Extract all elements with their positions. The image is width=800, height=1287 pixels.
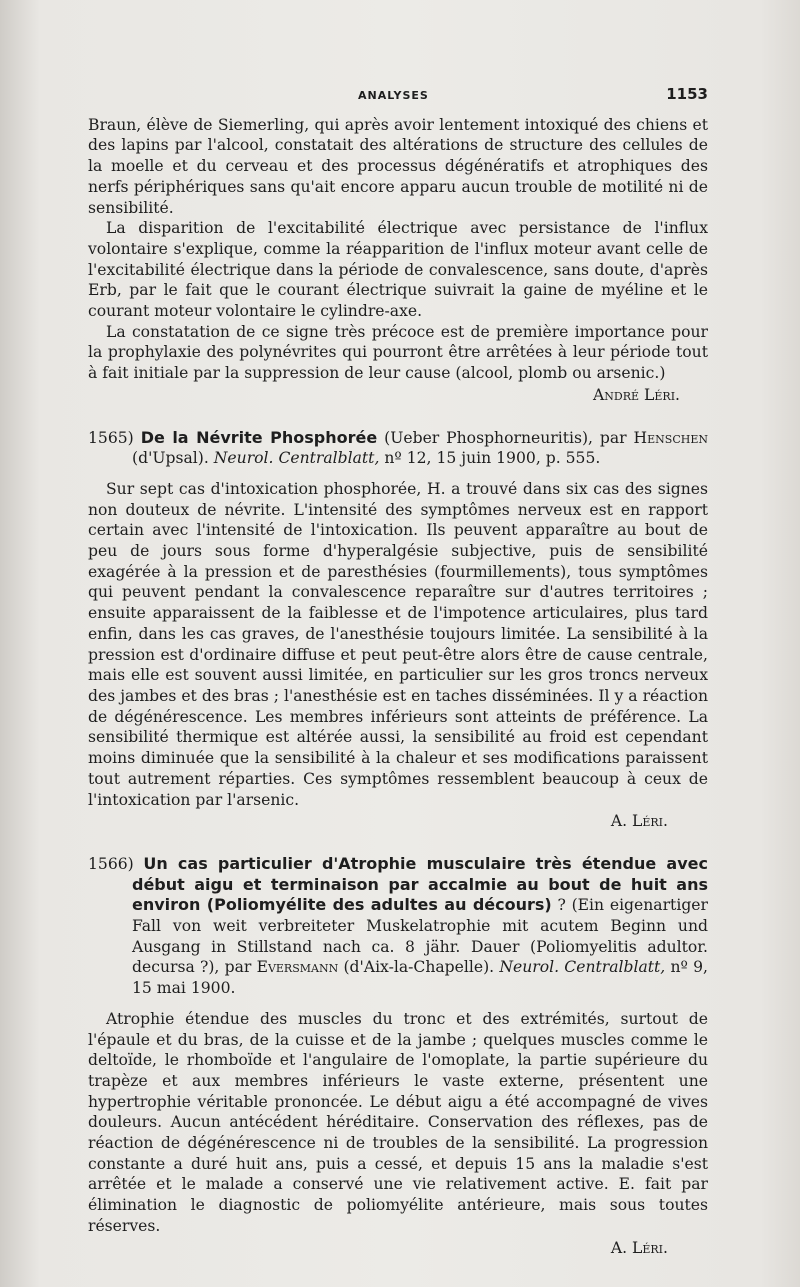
intro-paragraph-3: La constatation de ce signe très précoce est de première importance pour la prophylaxie des polynévrites qui pourront être arrêtées à leur période tout à fait initiale par la suppression de leur cause (alcool, plomb ou arsenic.)	[88, 322, 708, 383]
entry-1566-heading	[88, 854, 708, 999]
entry-1566-body: Atrophie étendue des muscles du tronc et des extrémités, surtout de l'épaule et du bras, de la cuisse et de la jambe ; quelques muscles comme le deltoïde, le rhomboïde et l'angulaire de l'omoplate, la partie supérieure du trapèze et aux membres inférieurs le vaste externe, présentent une hypertrophie véritable prononcée. Le début aigu a été accompagné de vives douleurs. Aucun antécédent héréditaire. Conservation des réflexes, pas de réaction de dégénérescence ni de troubles de la sensibilité. La progression constante a duré huit ans, puis a cessé, et depuis 15 ans la maladie s'est arrêtée et le malade a conservé une vie relativement active. E. fait par élimination le diagnostic de poliomyélite antérieure, mais sous toutes réserves.	[88, 1009, 708, 1235]
entry-1566-author: Eversmann	[256, 958, 339, 977]
page-header	[88, 84, 708, 107]
entry-1565-title: De la Névrite Phosphorée	[140, 427, 378, 447]
entry-1565-body: Sur sept cas d'intoxication phosphorée, H. a trouvé dans six cas des signes non douteux de névrite. L'intensité des symptômes nerveux est en rapport certain avec l'intensité de l'intoxication. Ils peuvent apparaître au bout de peu de jours sous forme d'hyperalgésie subjective, puis de sensibilité exagérée à la pression et de paresthésies (fourmillements), tous symptômes qui peuvent pendant la convalescence reparaître sur d'autres territoires ; ensuite apparaissent de la faiblesse et de l'impotence articulaires, plus tard enfin, dans les cas graves, de l'anesthésie toujours limitée. La sensibilité à la pression est d'ordinaire diffuse et peut peut-être alors être de cause centrale, mais elle est souvent aussi limitée, en particulier sur les gros troncs nerveux des jambes et des bras ; l'anesthésie est en taches disséminées. Il y a réaction de dégénérescence. Les membres inférieurs sont atteints de préférence. La sensibilité thermique est altérée aussi, la sensibilité au froid est cependant moins diminuée que la sensibilité à la chaleur et ses modifications paraissent tout autrement réparties. Ces symptômes ressemblent beaucoup à ceux de l'intoxication par l'arsenic.	[88, 479, 708, 809]
entry-1566-title: Un cas particulier d'Atrophie musculaire très étendue avec début aigu et terminaison par accalmie au bout de huit ans environ (Poliomyélite des adultes au décours)	[132, 853, 708, 915]
entry-1566-signature: A. Léri.	[610, 1238, 668, 1257]
entry-1565-heading	[88, 428, 708, 469]
running-head: ANALYSES	[358, 89, 429, 102]
entry-1566-number: 1566)	[88, 854, 134, 873]
entry-1565-author: Henschen	[633, 428, 708, 447]
entry-1565-journal: Neurol. Centralblatt,	[213, 449, 380, 468]
intro-paragraph-1: Braun, élève de Siemerling, qui après avoir lentement intoxiqué des chiens et des lapins par l'alcool, constatait des altérations de structure des cellules de la moelle et du cerveau et des processus dégénératifs et atrophiques des nerfs périphériques sans qu'ait encore apparu aucun trouble de motilité ni de sensibilité.	[88, 115, 708, 217]
page-number: 1153	[666, 85, 708, 103]
entry-1565-place: (d'Upsal).	[132, 449, 209, 468]
intro-signature: André Léri.	[593, 385, 680, 404]
page-content	[88, 84, 708, 1258]
entry-1565-subtitle: (Ueber Phosphorneuritis), par	[384, 428, 627, 447]
entry-1566-place: (d'Aix-la-Chapelle).	[343, 958, 495, 977]
entry-1566-subtitle: ? (Ein eigenartiger Fall von weit verbreiteter Muskelatrophie mit acutem Beginn und Ausgang in Stillstand nach ca. 8 jähr. Dauer (Poliomyelitis adultor. decursa ?), par	[132, 896, 708, 977]
entry-1565-citation: nº 12, 15 juin 1900, p. 555.	[384, 449, 601, 468]
entry-1565-signature: A. Léri.	[610, 812, 668, 831]
intro-paragraph-2: La disparition de l'excitabilité électrique avec persistance de l'influx volontaire s'explique, comme la réapparition de l'influx moteur avant celle de l'excitabilité électrique dans la période de convalescence, sans doute, d'après Erb, par le fait que le courant électrique suivrait la gaine de myéline et le courant moteur volontaire le cylindre-axe.	[88, 219, 708, 321]
entry-1566-journal: Neurol. Centralblatt,	[499, 958, 666, 977]
entry-1566-citation: nº 9, 15 mai 1900.	[132, 958, 708, 998]
entry-1565-number: 1565)	[88, 428, 134, 447]
